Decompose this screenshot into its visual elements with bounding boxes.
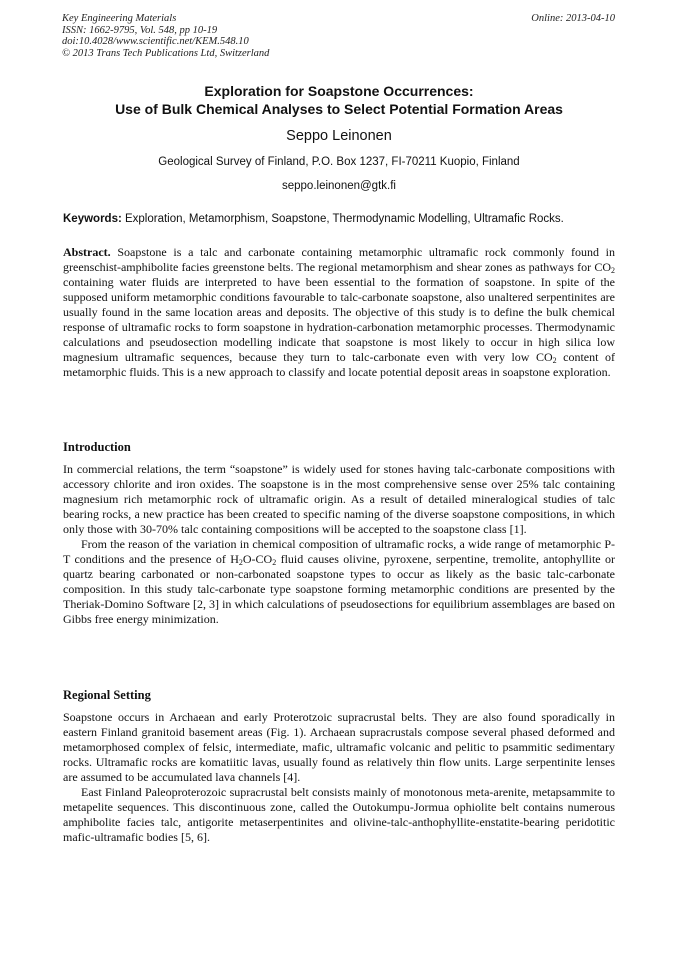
intro-p2-text-b: O-CO — [242, 552, 273, 566]
journal-name: Key Engineering Materials — [62, 13, 177, 24]
author-name: Seppo Leinonen — [286, 128, 392, 144]
intro-paragraph-2 — [63, 537, 615, 627]
abstract-label: Abstract. — [63, 245, 111, 259]
intro-p2-sub-2: 2 — [272, 558, 277, 567]
journal-info — [62, 13, 269, 59]
author-affiliation: Geological Survey of Finland, P.O. Box 1237, FI-70211 Kuopio, Finland — [158, 156, 520, 168]
regional-setting-heading: Regional Setting — [63, 688, 151, 702]
abstract-sub-1: 2 — [611, 266, 615, 275]
keywords-label: Keywords: — [63, 213, 122, 225]
title-line-2: Use of Bulk Chemical Analyses to Select Potential Formation Areas — [115, 101, 563, 117]
abstract-sub-2: 2 — [552, 356, 557, 365]
abstract — [63, 245, 615, 380]
copyright-line: © 2013 Trans Tech Publications Ltd, Switzerland — [62, 47, 270, 59]
abstract-text-1: Soapstone is a talc and carbonate containing metamorphic ultramafic rock commonly found in greenschist-amphibolite facies greenstone belts. The regional metamorphism and shear zones as pathways for CO — [63, 245, 615, 274]
intro-p2-sub-1: 2 — [238, 558, 243, 567]
paper-title — [30, 82, 648, 118]
keywords-list: Exploration, Metamorphism, Soapstone, Thermodynamic Modelling, Ultramafic Rocks. — [121, 213, 564, 225]
keywords-line — [63, 213, 618, 225]
regional-paragraph-2: East Finland Paleoproterozoic supracrustal belt consists mainly of monotonous meta-arenite, metapsammite to metapelite sequences. This discontinuous zone, called the Outokumpu-Jormua ophiolite belt contains numerous amphibolite facies talc, antigorite metaserpentinites and olivine-talc-anthophyllite-enstatite-bearing peridotitic mafic-ultramafic bodies [5, 6]. — [63, 785, 615, 844]
abstract-text-2: containing water fluids are interpreted to have been essential to the formation of soapstone. In spite of the supposed uniform metamorphic conditions favourable to talc-carbonate soapstone, also unaltered serpentinites are usually found in the same location areas and deposits. The objective of this study is to define the bulk chemical response of ultramafic rocks to form soapstone in hydration-carbonation metamorphic processes. Thermodynamic calculations and pseudosection modelling indicate that soapstone is most likely to occur in high silica low magnesium ultramafic sequences, because they turn to talc-carbonate even with very low CO — [63, 275, 615, 364]
title-line-1: Exploration for Soapstone Occurrences: — [204, 83, 474, 99]
intro-p2-text-c: fluid causes olivine, pyroxene, serpentine, tremolite, antophyllite or quartz bearing carbonated or non-carbonated soapstone types to occur as likely as the basic talc-carbonate composition. In this study talc-carbonate type soapstone forming metamorphic conditions are presented by the Theriak-Domino Software [2, 3] in which calculations of pseudosections for equilibrium assemblages are based on Gibbs free energy minimization. — [63, 552, 615, 626]
author-email[interactable]: seppo.leinonen@gtk.fi — [282, 180, 396, 192]
regional-paragraph-1: Soapstone occurs in Archaean and early Proterotzoic supracrustal belts. They are also found sporadically in eastern Finland granitoid basement areas (Fig. 1). Archaean supracrustals compose several phased deformed and metamorphosed complex of felsic, intermediate, mafic, ultramafic volcanic and pelitic to psammitic sedimentary rocks. Ultramafic rocks are komatiitic lavas, usually found as relatively thin flow units. Large serpentinite lenses are assumed to be accumulated lava channels [4]. — [63, 710, 615, 784]
intro-p2-text-a: From the reason of the variation in chemical composition of ultramafic rocks, a wide range of metamorphic P-T conditions and the presence of H — [63, 537, 615, 566]
regional-setting-body — [63, 710, 615, 845]
introduction-body — [63, 462, 615, 627]
doi-line: doi:10.4028/www.scientific.net/KEM.548.10 — [62, 36, 249, 47]
introduction-heading: Introduction — [63, 440, 131, 454]
online-date: Online: 2013-04-10 — [531, 13, 615, 24]
issn-line: ISSN: 1662-9795, Vol. 548, pp 10-19 — [62, 24, 218, 36]
intro-paragraph-1: In commercial relations, the term “soapstone” is widely used for stones having talc-carbonate compositions with accessory chlorite and iron oxides. The soapstone is in the most comprehensive sense over 25% talc containing magnesium rich metamorphic rock of ultramafic origin. As a result of detailed mineralogical studies of talc bearing rocks, a new practice has been created to specific naming of the diverse soapstone compositions, in which only those with 30-70% talc containing compositions will be accepted to the soapstone class [1]. — [63, 462, 615, 536]
abstract-text-3: content of metamorphic fluids. This is a new approach to classify and locate potential deposit areas in soapstone exploration. — [63, 350, 615, 379]
